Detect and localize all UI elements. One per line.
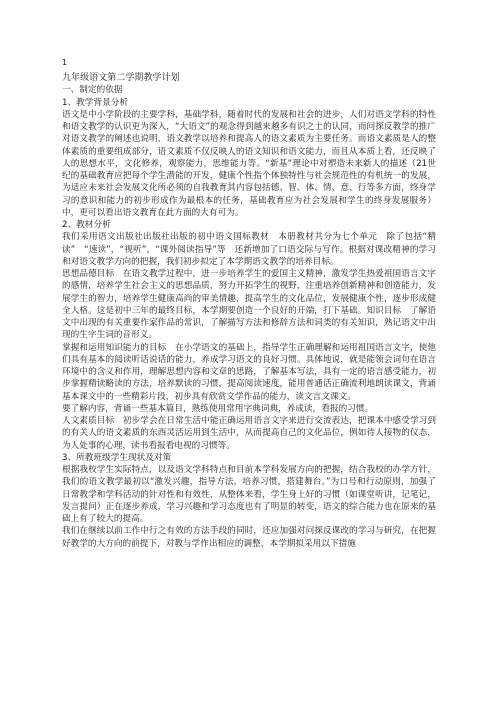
document-title: 九年级语文第二学期教学计划 [62,73,180,83]
subheading-textbook: 2、教材分析 [62,220,111,230]
paragraph-background: 语文是中小学阶段的主要学科，基础学科，随着时代的发展和社会的进步，人们对语文学科的特性和语文教学的认识更为深入，“大语文”的观念得到越来越多有识之士的认同，而问探反教学的推广对语文教学的阐述也说明，语文教学以培养和提高人的语文素质为主要任务。而语文素质是人的整体素质的重要组成部分，语文素质不仅反映人的语文知识和语文能力，而且从本质上看，还反映了人的思想水平，文化修养，观察能力，思维能力等。“新基”理论中对塑造未来新人的描述（21世纪的基础教育应把每个学生潜能的开发，健康个性指个体独特性与社会规范性的有机统一的发展，为适应未来社会发展文化所必须的自我教育其内容包括德、智、体、情、意、行等多方面，终身学习的意识和能力的初步形成作为最根本的任务，基础教育应为社会发展和学生的终身发展服务）中，更可以看出语文教育在此方面的大有可为。 [62,109,436,218]
paragraph-ability-goals: 掌握和运用知识能力的目标 在小学语文的基础上，指导学生正确理解和运用祖国语言文字，使他们具有基本的阅读听话说话的能力，养成学习语文的良好习惯。具体地说，就是能领会词句在语言环境中的含义和作用，理解思想内容和文章的思路，了解基本写法，具有一定的语言感受能力，初步掌握精读略读的方法，培养默读的习惯，提高阅读速度，能用普通话正确流利地朗读课文，背诵基本课文中的一些精彩片段，初步具有欣赏文学作品的能力，读文言文课文。 [62,342,436,402]
paragraph-moral-goals: 思想品德目标 在语文教学过程中，进一步培养学生的爱国主义精神，激发学生热爱祖国语言文字的感情，培养学生社会主义的思想品质，努力开拓学生的视野，注重培养创新精神和创造能力，发展学生的智力，培养学生健康高尚的审美情趣，提高学生的文化品位，发展健康个性，逐步形成健全人格。这是初中三年的最终目标，本学期要创造一个良好的开端，打下基础。知识目标 了解语文中出现的有关重要作家作品的常识，了解描写方法和修辞方法和词类的有关知识，熟记语文中出现的生字生词的音形义。 [62,269,436,341]
paragraph-reading-habits: 要了解内容，背诵一些基本篇目，熟练使用常用字典词典，养成读，看报的习惯。 [62,403,374,414]
paragraph-humanities-goals: 人文素质目标 初步学会在日常生活中能正确运用语言文字来进行交流表达，把课本中感受学习到的有关人的语文素质的东西灵活运用到生活中，从而提高自己的文化品位，例如待人接物的仪态，为人处事的心理，读书看报看电视的习惯等。 [62,416,436,451]
paragraph-school-practice: 根据我校学生实际特点，以及语文学科特点和目前本学科发展方向的把握，结合我校的办学方针，我们的语文教学最初以“激发兴趣，指导方法，培养习惯，搭建舞台。”为口号和行动原则，加强了日常教学和学科活动的针对性和有效性，从整体来看，学生身上好的习惯（如课堂听讲，记笔记，发言提问）正在逐步养成，学习兴趣和学习态度也有了明显的转变，语文的综合能力也在原来的基础上有了较大的提高。 [62,465,436,524]
subheading-students: 3、所教班级学生现状及对策 [62,452,172,463]
paragraph-measures: 我们在继续以前工作中行之有效的方法手段的同时，还应加强对问探反课改的学习与研究，在把握好教学的大方向的前提下，对教与学作出相应的调整，本学期拟采用以下措施 [62,526,436,549]
page-number: 1 [62,58,68,67]
section-heading-basis: 一、制定的依据 [62,85,123,96]
paragraph-textbook: 我们采用语文出版社出版社出版的初中语文国标教材 本册教材共分为七个单元 除了包括“精读” “速读”，“视听”，“课外阅读指导”等 还新增加了口语交际与写作。根据对课改精神的学习和对语文教学方向的把握，我们初步拟定了本学期语文教学的培养目标。 [62,232,436,267]
subheading-background: 1、教学背景分析 [62,97,129,108]
document-body [62,58,436,550]
